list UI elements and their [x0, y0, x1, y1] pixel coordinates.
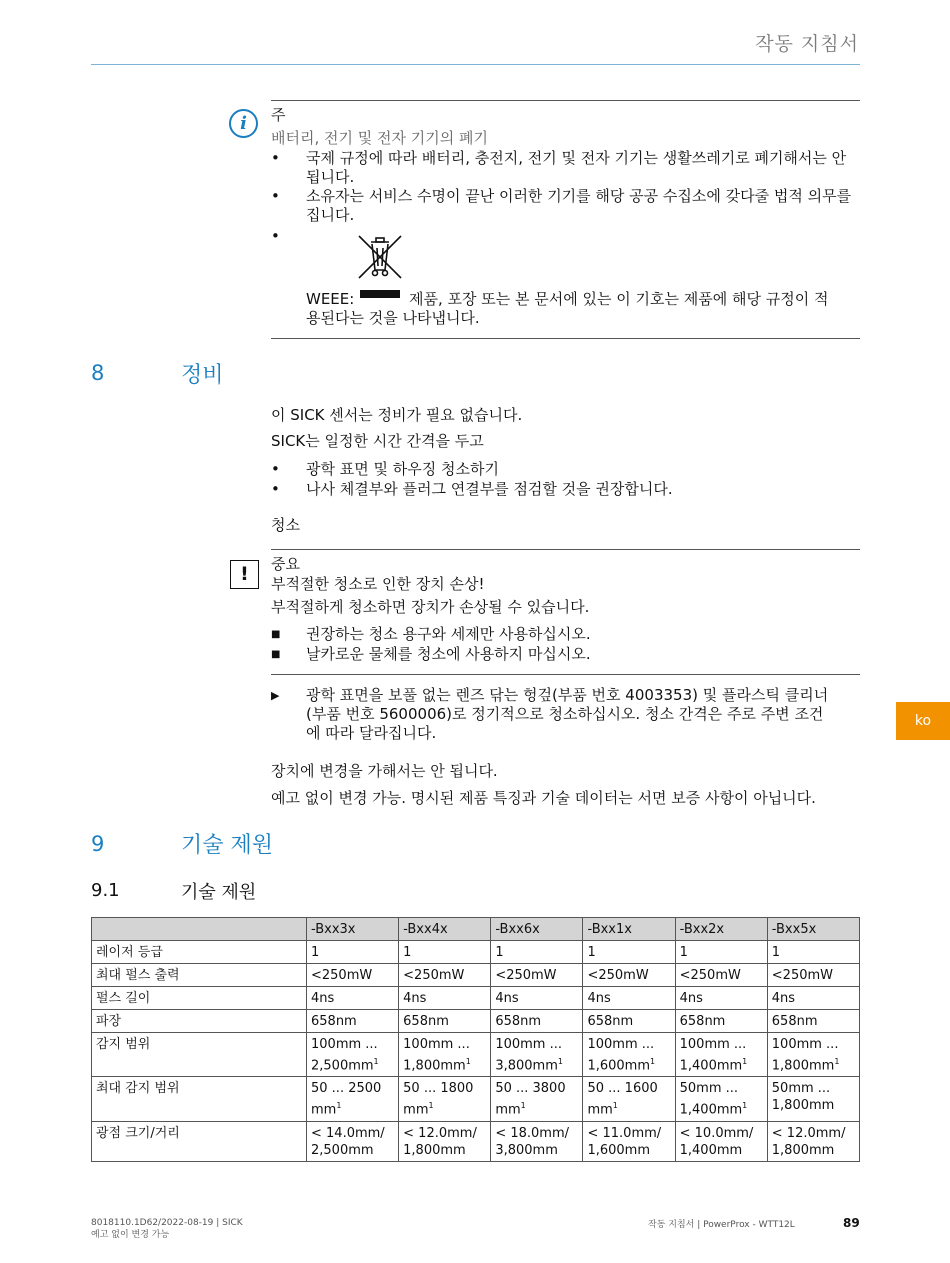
cell-line: 2,500mm	[311, 1058, 374, 1074]
footnote-mark: 1	[373, 1057, 379, 1066]
cell-line: < 11.0mm/	[587, 1125, 662, 1141]
table-cell	[675, 1077, 767, 1121]
cell-line: mm	[403, 1102, 429, 1118]
important-bottom-rule	[271, 674, 860, 675]
cell-line: 3,800mm	[495, 1058, 558, 1074]
table-row-spot-size	[92, 1121, 860, 1161]
bullet-dot: •	[271, 227, 280, 245]
table-cell: 658nm	[675, 1010, 767, 1033]
table-cell	[491, 1033, 583, 1077]
table-row	[92, 987, 860, 1010]
bullet-dot: •	[271, 460, 280, 478]
disclaimer-paragraph: 예고 없이 변경 가능. 명시된 제품 특징과 기술 데이터는 서면 보증 사항이 아닙니다.	[271, 789, 816, 807]
footnote-mark: 1	[612, 1101, 618, 1111]
cell-line: 100mm ...	[679, 1037, 747, 1052]
important-title: 부적절한 청소로 인한 장치 손상!	[271, 575, 485, 593]
table-cell	[307, 1121, 399, 1161]
table-cell: 4ns	[491, 987, 583, 1010]
table-cell: 최대 펄스 출력	[92, 964, 307, 987]
note-bullet-text: 소유자는 서비스 수명이 끝난 이러한 기기를 해당 공공 수집소에 갖다줄 법적 의무를 집니다.	[306, 187, 852, 224]
table-cell: 감지 범위	[92, 1033, 307, 1077]
modification-paragraph: 장치에 변경을 가해서는 안 됩니다.	[271, 762, 498, 780]
table-cell	[675, 1121, 767, 1161]
table-row-max-range	[92, 1077, 860, 1121]
step-arrow-icon: ▶	[271, 689, 280, 702]
footer-doc-type: 작동 지침서 | PowerProx - WTT12L	[648, 1220, 795, 1230]
important-bullet-text: 날카로운 물체를 청소에 사용하지 마십시오.	[306, 645, 591, 663]
maintenance-paragraph-2: SICK는 일정한 시간 간격을 두고	[271, 432, 484, 450]
table-cell: 658nm	[399, 1010, 491, 1033]
table-header-cell: -Bxx3x	[307, 918, 399, 941]
section-8-number: 8	[91, 361, 105, 385]
cleaning-step-line1: 광학 표면을 보풀 없는 렌즈 닦는 헝겊(부품 번호 4003353) 및 플라스틱 클리너	[306, 686, 829, 704]
cell-line: 1,800mm	[771, 1142, 835, 1158]
maintenance-bullet-text: 광학 표면 및 하우징 청소하기	[306, 460, 499, 478]
table-cell: 1	[583, 941, 675, 964]
cell-line: < 14.0mm/	[311, 1125, 385, 1141]
note-top-rule	[271, 100, 860, 101]
footnote-mark: 1	[557, 1057, 563, 1066]
table-cell: 1	[491, 941, 583, 964]
info-icon: i	[229, 109, 258, 138]
cleaning-heading: 청소	[271, 516, 300, 534]
table-cell: 광점 크기/거리	[92, 1121, 307, 1161]
footnote-mark: 1	[650, 1057, 656, 1066]
cell-line: mm	[311, 1102, 337, 1118]
table-header-cell	[92, 918, 307, 941]
important-bullet	[271, 625, 861, 644]
table-cell: <250mW	[675, 964, 767, 987]
maintenance-bullet-text: 나사 체결부와 플러그 연결부를 점검할 것을 권장합니다.	[306, 480, 673, 498]
table-cell: 4ns	[767, 987, 859, 1010]
footer-doc-id: 8018110.1D62/2022-08-19 | SICK	[91, 1218, 243, 1228]
table-cell	[767, 1121, 859, 1161]
cell-line: 50 ... 1600	[587, 1081, 658, 1097]
table-cell	[399, 1077, 491, 1121]
footnote-mark: 1	[465, 1057, 471, 1066]
cell-line: 1,800mm	[403, 1058, 466, 1074]
footnote-mark: 1	[834, 1057, 840, 1066]
cell-line: 50mm ...	[679, 1081, 739, 1097]
cell-line: < 12.0mm/	[771, 1125, 846, 1141]
footnote-mark: 1	[742, 1101, 748, 1111]
cell-line: < 18.0mm/	[495, 1125, 569, 1141]
crossed-bin-icon	[355, 232, 405, 282]
cell-line: 1,600mm	[587, 1142, 651, 1158]
table-cell	[767, 1077, 859, 1121]
cell-line: 50mm ...	[771, 1081, 831, 1097]
table-row-range	[92, 1033, 860, 1077]
cell-line: 100mm ...	[495, 1037, 562, 1052]
table-cell: 1	[767, 941, 859, 964]
page-number: 89	[843, 1216, 860, 1230]
footnote-mark: 1	[428, 1101, 434, 1111]
table-cell: <250mW	[491, 964, 583, 987]
important-bullet	[271, 645, 861, 664]
cleaning-step-line2: (부품 번호 5600006)로 정기적으로 청소하십시오. 청소 간격은 주로 주변 조건	[306, 705, 824, 723]
cell-line: mm	[587, 1102, 613, 1118]
table-cell	[399, 1033, 491, 1077]
table-cell: <250mW	[399, 964, 491, 987]
note-title: 배터리, 전기 및 전자 기기의 폐기	[271, 129, 488, 147]
table-cell	[583, 1121, 675, 1161]
note-bullet	[271, 187, 861, 225]
table-cell: 658nm	[307, 1010, 399, 1033]
cell-line: 50 ... 3800	[495, 1081, 566, 1097]
table-cell: 658nm	[583, 1010, 675, 1033]
cell-line: 100mm ...	[771, 1037, 839, 1052]
table-cell: 1	[399, 941, 491, 964]
table-cell	[491, 1077, 583, 1121]
table-cell: <250mW	[307, 964, 399, 987]
note-bullet-text: 국제 규정에 따라 배터리, 충전지, 전기 및 전자 기기는 생활쓰레기로 폐기해서는 안 됩니다.	[306, 149, 847, 186]
tech-spec-table	[91, 917, 860, 1162]
language-tab[interactable]: ko	[896, 702, 950, 740]
table-cell	[491, 1121, 583, 1161]
table-cell: <250mW	[583, 964, 675, 987]
cell-line: 1,600mm	[587, 1058, 651, 1074]
important-bullet-text: 권장하는 청소 용구와 세제만 사용하십시오.	[306, 625, 591, 643]
cell-line: 1,800mm	[771, 1058, 835, 1074]
cleaning-step-line3: 에 따라 달라집니다.	[306, 724, 437, 742]
header-title: 작동 지침서	[755, 33, 859, 55]
table-cell: 4ns	[675, 987, 767, 1010]
table-cell: 4ns	[399, 987, 491, 1010]
note-label: 주	[271, 106, 286, 124]
square-bullet: ■	[271, 649, 281, 660]
table-cell: 1	[307, 941, 399, 964]
section-9-title: 기술 제원	[181, 833, 274, 858]
table-header-cell: -Bxx1x	[583, 918, 675, 941]
table-cell: 펄스 길이	[92, 987, 307, 1010]
table-cell	[767, 1033, 859, 1077]
important-label: 중요	[271, 555, 300, 573]
footer-doc-info	[91, 1217, 243, 1241]
table-header-row	[92, 918, 860, 941]
table-cell	[583, 1033, 675, 1077]
section-9-1-number: 9.1	[91, 880, 120, 901]
cell-line: 50 ... 2500	[311, 1081, 382, 1097]
table-cell: 1	[675, 941, 767, 964]
table-cell: 파장	[92, 1010, 307, 1033]
bullet-dot: •	[271, 149, 280, 167]
section-9-number: 9	[91, 832, 105, 856]
cell-line: mm	[495, 1102, 521, 1118]
table-header-cell: -Bxx4x	[399, 918, 491, 941]
note-bottom-rule	[271, 338, 860, 339]
weee-label: WEEE:	[306, 290, 355, 308]
table-cell: 4ns	[307, 987, 399, 1010]
table-header-cell: -Bxx6x	[491, 918, 583, 941]
table-cell: <250mW	[767, 964, 859, 987]
table-header-cell: -Bxx2x	[675, 918, 767, 941]
cell-line: 1,400mm	[679, 1058, 743, 1074]
exclamation-icon: !	[230, 560, 259, 589]
maintenance-bullet	[271, 480, 861, 499]
table-cell: 4ns	[583, 987, 675, 1010]
cell-line: 1,800mm	[403, 1142, 466, 1158]
table-cell	[399, 1121, 491, 1161]
maintenance-bullet	[271, 460, 861, 479]
table-cell: 658nm	[491, 1010, 583, 1033]
cell-line: 2,500mm	[311, 1142, 374, 1158]
weee-text-line2: 용된다는 것을 나타냅니다.	[306, 309, 480, 327]
cell-line: 3,800mm	[495, 1142, 558, 1158]
important-top-rule	[271, 549, 860, 550]
table-cell	[307, 1077, 399, 1121]
square-bullet: ■	[271, 629, 281, 640]
note-bullet	[271, 149, 861, 187]
section-8-title: 정비	[181, 363, 224, 388]
weee-text-line1: 제품, 포장 또는 본 문서에 있는 이 기호는 제품에 해당 규정이 적	[409, 290, 829, 308]
table-cell: 658nm	[767, 1010, 859, 1033]
footer-disclaimer: 예고 없이 변경 가능	[91, 1230, 170, 1240]
table-cell: 최대 감지 범위	[92, 1077, 307, 1121]
table-cell	[583, 1077, 675, 1121]
cell-line: < 10.0mm/	[679, 1125, 754, 1141]
footnote-mark: 1	[520, 1101, 526, 1111]
table-cell	[307, 1033, 399, 1077]
table-header-cell: -Bxx5x	[767, 918, 859, 941]
table-cell: 레이저 등급	[92, 941, 307, 964]
maintenance-paragraph-1: 이 SICK 센서는 정비가 필요 없습니다.	[271, 406, 523, 424]
cell-line: 1,800mm	[771, 1098, 835, 1114]
cell-line: 100mm ...	[587, 1037, 655, 1052]
header-divider	[91, 64, 860, 65]
table-row	[92, 941, 860, 964]
footnote-mark: 1	[742, 1057, 748, 1066]
bullet-dot: •	[271, 480, 280, 498]
table-cell	[675, 1033, 767, 1077]
bullet-dot: •	[271, 187, 280, 205]
section-9-1-title: 기술 제원	[181, 882, 257, 903]
important-description: 부적절하게 청소하면 장치가 손상될 수 있습니다.	[271, 598, 590, 616]
cell-line: 1,400mm	[679, 1142, 743, 1158]
cell-line: < 12.0mm/	[403, 1125, 477, 1141]
cell-line: 1,400mm	[679, 1102, 743, 1118]
cell-line: 50 ... 1800	[403, 1081, 474, 1097]
table-row	[92, 964, 860, 987]
footnote-mark: 1	[336, 1101, 342, 1111]
table-row	[92, 1010, 860, 1033]
weee-bar-symbol	[360, 290, 400, 298]
cell-line: 100mm ...	[311, 1037, 378, 1052]
cell-line: 100mm ...	[403, 1037, 470, 1052]
